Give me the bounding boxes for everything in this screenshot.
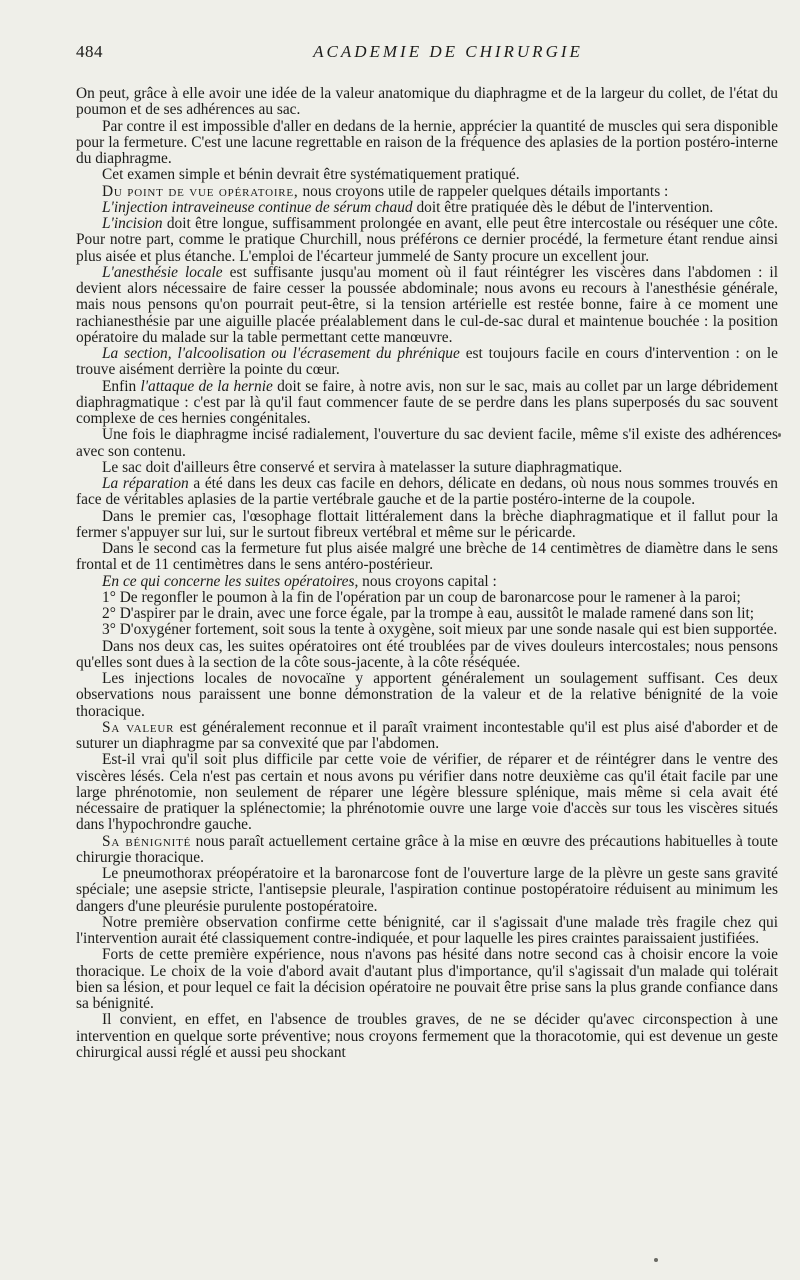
paragraph xyxy=(76,379,778,428)
paragraph: 2° D'aspirer par le drain, avec une force égale, par la trompe à eau, aussitôt le malade ramené dans son lit; xyxy=(102,605,755,622)
paragraph xyxy=(76,834,778,867)
paragraph xyxy=(76,184,778,200)
body-text xyxy=(76,86,778,1061)
paragraph-rest: , nous croyons capital : xyxy=(354,572,497,590)
page-number: 484 xyxy=(76,42,103,61)
paragraph-lead-italic: En ce qui concerne les suites opératoires xyxy=(102,572,355,590)
paragraph-lead-italic: La section, l'alcoolisation ou l'écrasement du phrénique xyxy=(102,345,460,362)
paragraph-lead-smallcaps: Du point de vue opératoire, xyxy=(102,182,299,200)
paragraph xyxy=(76,476,778,509)
paragraph-lead-italic: L'injection intraveineuse continue de sérum chaud xyxy=(102,198,413,216)
page-header xyxy=(76,42,780,68)
paragraph-lead-italic: L'anesthésie locale xyxy=(102,263,223,281)
paragraph-lead-italic: L'incision xyxy=(102,215,163,232)
paragraph-rest: doit être pratiquée dès le début de l'intervention. xyxy=(412,198,714,216)
paragraph xyxy=(76,720,778,753)
running-title: ACADEMIE DE CHIRURGIE xyxy=(313,42,583,61)
paragraph: 3° D'oxygéner fortement, soit sous la tente à oxygène, soit mieux par une sonde nasale qui est bien supportée. xyxy=(102,621,778,639)
paragraph-rest: doit se faire, à notre avis, non sur le sac, mais au collet par un large débridement diaphragmatique : c'est par là qu'il faut commencer faute de se perdre dans les plans superposés du sac souvent complexe de ces hernies congénitales. xyxy=(76,377,779,427)
paragraph: Notre première observation confirme cette bénignité, car il s'agissait d'une malade très fragile chez qui l'intervention aurait été classiquement contre-indiquée, et pour laquelle les pires craintes paraissaient justifiées. xyxy=(76,913,778,947)
paragraph-lead-smallcaps: Sa valeur xyxy=(102,718,175,736)
paragraph: Une fois le diaphragme incisé radialement, l'ouverture du sac devient facile, même s'il existe des adhérences avec son contenu. xyxy=(76,426,778,460)
print-speck xyxy=(778,433,781,437)
paragraph-rest: doit être longue, suffisamment prolongée en avant, elle peut être intercostale ou réséquer une côte. Pour notre part, comme le pratique Churchill, nous préférons ce dernier procédé, la fermeture étant rendue ainsi plus aisée et plus étanche. L'emploi de l'écarteur jummelé de Santy procure un excellent jour. xyxy=(76,215,778,265)
paragraph xyxy=(76,574,778,590)
paragraph xyxy=(76,200,778,216)
paragraph: 1° De regonfler le poumon à la fin de l'opération par un coup de baronarcose pour le ramener à la paroi; xyxy=(102,588,741,606)
paragraph: Cet examen simple et bénin devrait être systématiquement pratiqué. xyxy=(102,166,520,184)
paragraph-rest: est toujours facile en cours d'intervention : on le trouve aisément derrière la pointe du cœur. xyxy=(76,345,778,379)
paragraph: On peut, grâce à elle avoir une idée de la valeur anatomique du diaphragme et de la largeur du collet, de l'état du poumon et de ses adhérences au sac. xyxy=(76,85,778,119)
paragraph: Par contre il est impossible d'aller en dedans de la hernie, apprécier la quantité de muscles qui sera disponible pour la fermeture. C'est une lacune regrettable en raison de la fréquence des aplasies de la portion postéro-interne du diaphragme. xyxy=(76,117,778,167)
paragraph: Dans nos deux cas, les suites opératoires ont été troublées par de vives douleurs intercostales; nous pensons qu'elles sont dues à la section de la côte sous-jacente, à la côte réséquée. xyxy=(76,637,778,671)
paragraph xyxy=(76,265,778,346)
paragraph-rest: nous croyons utile de rappeler quelques détails importants : xyxy=(298,182,669,200)
paragraph-rest: est généralement reconnue et il paraît vraiment incontestable qu'il est plus aisé d'aborder et de suturer un diaphragme par sa convexité que par l'abdomen. xyxy=(76,718,778,752)
print-speck xyxy=(654,1258,658,1262)
paragraph: Est-il vrai qu'il soit plus difficile par cette voie de vérifier, de réparer et de réintégrer dans le ventre des viscères lésés. Cela n'est pas certain et nous avons pu vérifier dans notre deuxième cas qu'il était facile par une large phrénotomie, non seulement de réparer une légère blessure splénique, mais même si cela avait été nécessaire de pratiquer la splénectomie; la phrénotomie ouvre une large voie d'accès sur tous les viscères situés dans l'hypochrondre gauche. xyxy=(76,751,778,834)
paragraph-lead: Enfin xyxy=(102,377,141,395)
paragraph xyxy=(76,216,778,265)
paragraph: Dans le second cas la fermeture fut plus aisée malgré une brèche de 14 centimètres de diamètre dans le sens frontal et de 11 centimètres dans le sens antéro-postérieur. xyxy=(76,540,778,574)
paragraph-lead-smallcaps: Sa bénignité xyxy=(102,832,192,850)
paragraph: Le sac doit d'ailleurs être conservé et servira à matelasser la suture diaphragmatique. xyxy=(102,458,623,476)
paragraph-rest: nous paraît actuellement certaine grâce à la mise en œuvre des précautions habituelles à toute chirurgie thoracique. xyxy=(76,832,779,866)
paragraph-lead-italic: l'attaque de la hernie xyxy=(140,377,273,395)
paragraph xyxy=(76,346,778,379)
paragraph-rest: a été dans les deux cas facile en dehors, délicate en dedans, où nous nous sommes trouvés en face de véritables aplasies de la partie vertébrale gauche et de la partie postéro-interne de la coupole. xyxy=(76,475,779,509)
paragraph: Il convient, en effet, en l'absence de troubles graves, de ne se décider qu'avec circonspection à une intervention en quelque sorte préventive; nous croyons fermement que la thoracotomie, qui est devenue un geste chirurgical aussi réglé et aussi peu shockant xyxy=(76,1011,778,1061)
paragraph: Dans le premier cas, l'œsophage flottait littéralement dans la brèche diaphragmatique et il fallut pour la fermer s'appuyer sur lui, sur le surtout fibreux vertébral et même sur le péricarde. xyxy=(76,507,778,541)
paragraph: Les injections locales de novocaïne y apportent généralement un soulagement suffisant. Ces deux observations nous paraissent une bonne démonstration de la valeur et de la relative bénignité de la voie thoracique. xyxy=(76,670,778,720)
paragraph: Forts de cette première expérience, nous n'avons pas hésité dans notre second cas à choisir encore la voie thoracique. Le choix de la voie d'abord avait d'autant plus d'importance, qu'il s'agissait d'un malade qui tolérait bien sa lésion, et pour lequel ce fait la décision opératoire ne pouvait être prise sans la plus grande confiance dans sa bénignité. xyxy=(76,946,778,1012)
paragraph: Le pneumothorax préopératoire et la baronarcose font de l'ouverture large de la plèvre un geste sans gravité spéciale; une asepsie stricte, l'antisepsie pleurale, l'aspiration continue postopératoire réduisent au minimum les dangers d'une pleurésie purulente postopératoire. xyxy=(76,865,778,915)
paragraph-rest: est suffisante jusqu'au moment où il faut réintégrer les viscères dans l'abdomen : il devient alors nécessaire de faire cesser la poussée abdominale; nous avons eu recours à l'anesthésie générale, mais nous pensons qu'on pourrait peut-être, si la tension artérielle est restée bonne, faire à ce moment une rachianesthésie par une aiguille placée préalablement dans le cul-de-sac dural et maintenue bouchée : la position opératoire du malade sur la table permettant cette manœuvre. xyxy=(76,263,778,346)
paragraph-lead-italic: La réparation xyxy=(102,475,189,492)
